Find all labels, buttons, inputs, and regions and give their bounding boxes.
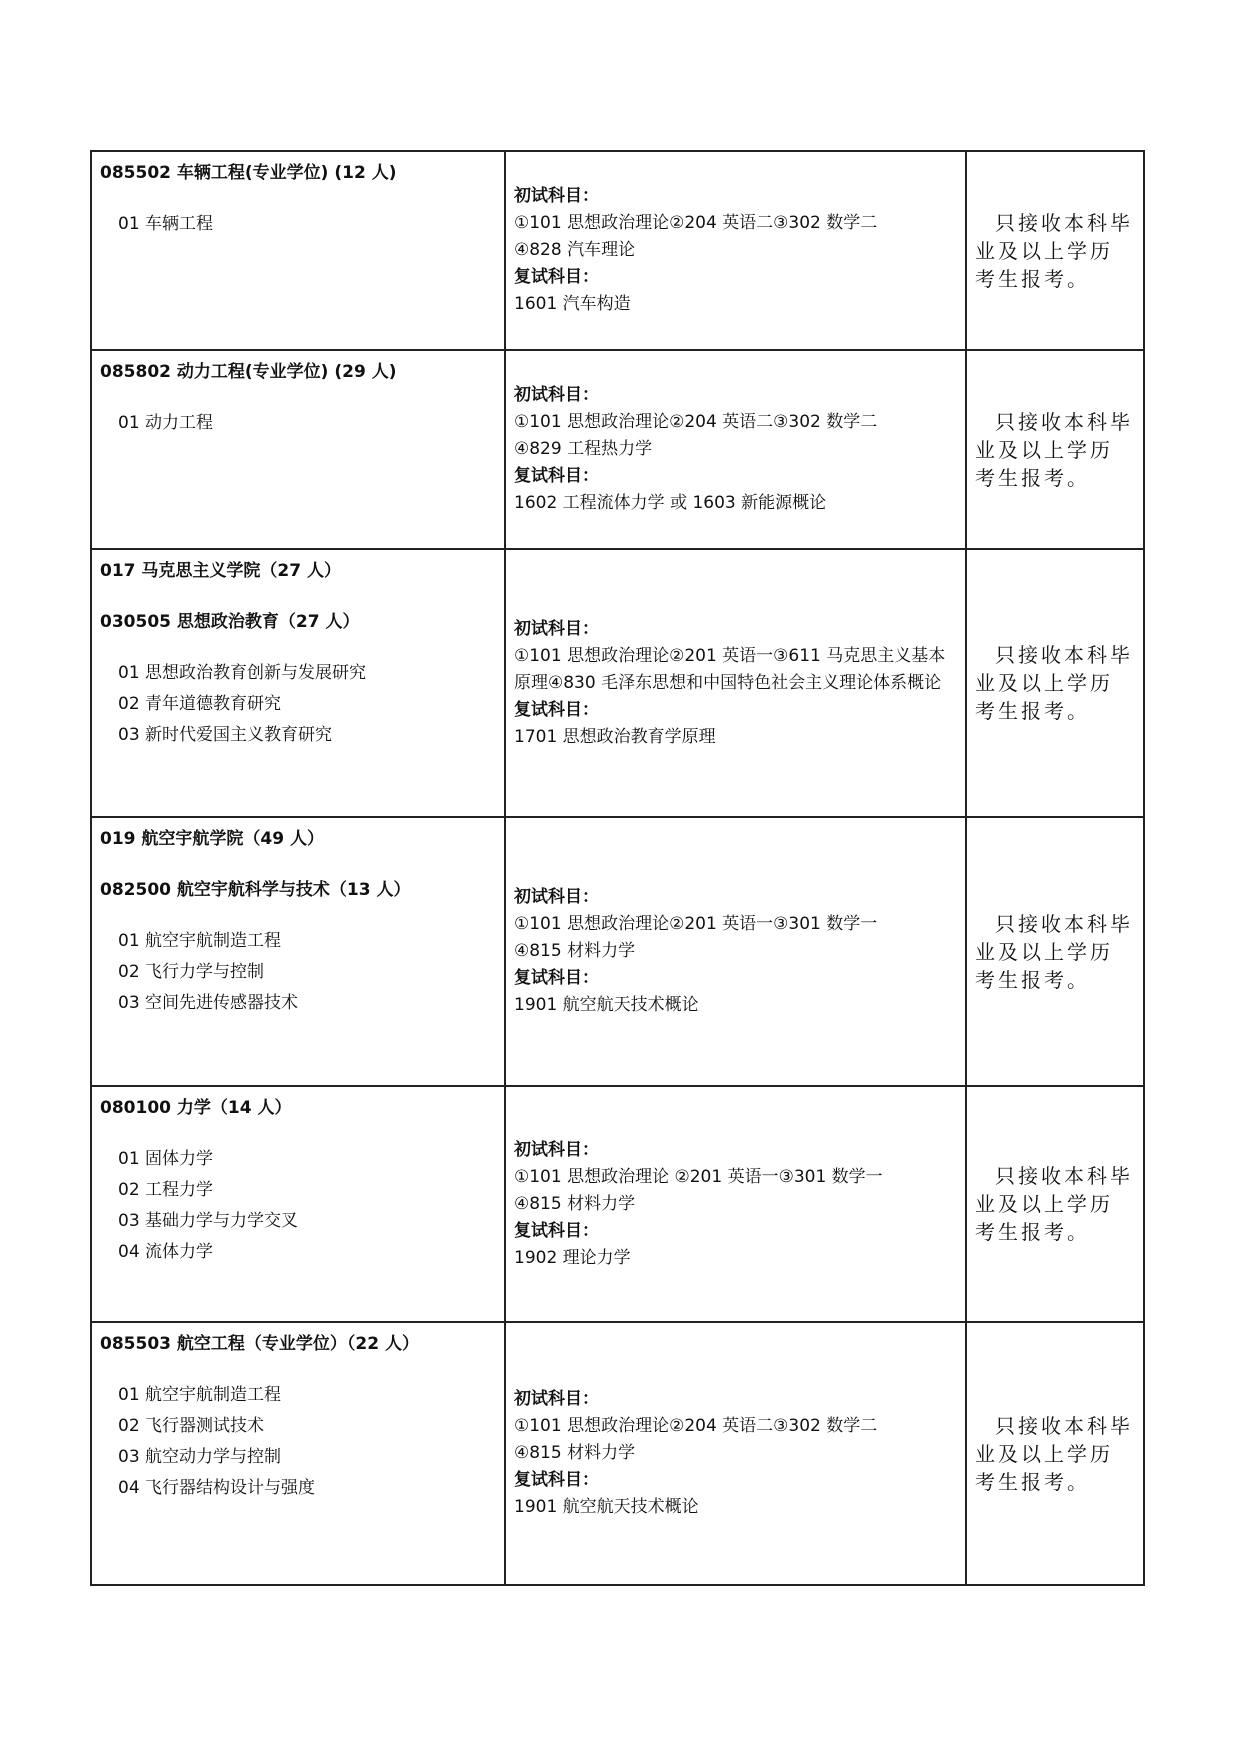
exam-subjects-cell <box>505 151 966 350</box>
subject-heading: 复试科目： <box>514 1470 599 1490</box>
subject-line: 1901 航空航天技术概论 <box>514 995 699 1015</box>
subject-line: ①101 思想政治理论②204 英语二③302 数学二 <box>514 1416 878 1436</box>
subject-line: ①101 思想政治理论 ②201 英语一③301 数学一 <box>514 1166 883 1187</box>
subject-line: ①101 思想政治理论②204 英语二③302 数学二 <box>514 213 878 233</box>
program-cell <box>91 817 505 1086</box>
research-direction: 02 飞行器测试技术 <box>118 1416 265 1436</box>
subject-heading: 初试科目： <box>514 887 599 907</box>
table-row <box>91 350 1144 549</box>
research-direction: 03 新时代爱国主义教育研究 <box>118 725 333 745</box>
remarks-cell <box>966 1086 1144 1322</box>
subject-heading: 初试科目： <box>514 385 599 405</box>
research-direction: 01 航空宇航制造工程 <box>118 931 282 951</box>
program-cell <box>91 1322 505 1585</box>
exam-subjects-cell <box>505 1086 966 1322</box>
research-direction: 01 动力工程 <box>118 413 214 433</box>
subject-heading: 复试科目： <box>514 699 599 720</box>
table-row <box>91 1322 1144 1585</box>
spacer <box>100 855 496 875</box>
program-heading: 080100 力学（14 人） <box>100 1098 292 1118</box>
program-cell <box>91 151 505 350</box>
spacer <box>100 1360 496 1380</box>
subject-line: 1902 理论力学 <box>514 1247 631 1268</box>
subject-heading: 复试科目： <box>514 466 599 486</box>
research-direction: 02 飞行力学与控制 <box>118 962 265 982</box>
subject-heading: 复试科目： <box>514 968 599 988</box>
subject-line: 1602 工程流体力学 或 1603 新能源概论 <box>514 493 827 513</box>
table-row <box>91 151 1144 350</box>
exam-subjects-cell <box>505 350 966 549</box>
remarks-cell <box>966 549 1144 817</box>
exam-subjects-cell <box>505 549 966 817</box>
research-direction: 03 基础力学与力学交叉 <box>118 1211 299 1231</box>
subject-line: ④828 汽车理论 <box>514 240 636 260</box>
table-row <box>91 817 1144 1086</box>
program-heading: 030505 思想政治教育（27 人） <box>100 612 360 632</box>
remark-text: 只接收本科毕业及以上学历考生报考。 <box>975 210 1133 291</box>
spacer <box>100 1124 496 1144</box>
research-direction: 01 思想政治教育创新与发展研究 <box>118 663 367 683</box>
remark-text: 只接收本科毕业及以上学历考生报考。 <box>975 643 1133 723</box>
research-direction: 04 飞行器结构设计与强度 <box>118 1478 316 1498</box>
remark-text: 只接收本科毕业及以上学历考生报考。 <box>975 911 1133 992</box>
subject-line: 1901 航空航天技术概论 <box>514 1497 699 1517</box>
remark-text: 只接收本科毕业及以上学历考生报考。 <box>975 1413 1133 1494</box>
table-row <box>91 1086 1144 1322</box>
spacer <box>100 638 496 658</box>
program-cell <box>91 350 505 549</box>
program-heading: 017 马克思主义学院（27 人） <box>100 561 341 581</box>
subject-line: ①101 思想政治理论②201 英语一③301 数学一 <box>514 914 878 934</box>
subject-heading: 复试科目： <box>514 267 599 287</box>
research-direction: 01 固体力学 <box>118 1149 214 1169</box>
research-direction: 01 车辆工程 <box>118 214 214 234</box>
remark-text: 只接收本科毕业及以上学历考生报考。 <box>975 409 1133 490</box>
remarks-cell <box>966 1322 1144 1585</box>
remarks-cell <box>966 151 1144 350</box>
table-row <box>91 549 1144 817</box>
subject-line: ④815 材料力学 <box>514 1193 636 1214</box>
admissions-table <box>90 150 1145 1586</box>
research-direction: 04 流体力学 <box>118 1242 214 1262</box>
research-direction: 01 航空宇航制造工程 <box>118 1385 282 1405</box>
program-cell <box>91 1086 505 1322</box>
research-direction: 03 空间先进传感器技术 <box>118 993 299 1013</box>
subject-heading: 初试科目： <box>514 618 599 639</box>
research-direction: 02 工程力学 <box>118 1180 214 1200</box>
subject-line: ④829 工程热力学 <box>514 439 653 459</box>
spacer <box>100 189 496 209</box>
program-heading: 082500 航空宇航科学与技术（13 人） <box>100 880 411 900</box>
spacer <box>100 906 496 926</box>
program-heading: 019 航空宇航学院（49 人） <box>100 829 324 849</box>
subject-line: ①101 思想政治理论②204 英语二③302 数学二 <box>514 412 878 432</box>
program-heading: 085802 动力工程(专业学位) (29 人) <box>100 362 397 382</box>
remarks-cell <box>966 350 1144 549</box>
exam-subjects-cell <box>505 817 966 1086</box>
exam-subjects-cell <box>505 1322 966 1585</box>
program-heading: 085502 车辆工程(专业学位) (12 人) <box>100 163 397 183</box>
table-body <box>91 151 1144 1585</box>
remarks-cell <box>966 817 1144 1086</box>
spacer <box>100 388 496 408</box>
subject-heading: 复试科目： <box>514 1220 599 1241</box>
spacer <box>100 587 496 607</box>
subject-line: 1601 汽车构造 <box>514 294 631 314</box>
program-heading: 085503 航空工程（专业学位）（22 人） <box>100 1334 419 1354</box>
subject-heading: 初试科目： <box>514 186 599 206</box>
program-cell <box>91 549 505 817</box>
subject-line: 1701 思想政治教育学原理 <box>514 726 716 747</box>
subject-heading: 初试科目： <box>514 1389 599 1409</box>
research-direction: 03 航空动力学与控制 <box>118 1447 282 1467</box>
subject-line: ④815 材料力学 <box>514 941 636 961</box>
subject-line: ④815 材料力学 <box>514 1443 636 1463</box>
research-direction: 02 青年道德教育研究 <box>118 694 282 714</box>
subject-heading: 初试科目： <box>514 1139 599 1160</box>
subject-line: ①101 思想政治理论②201 英语一③611 马克思主义基本原理④830 毛泽东思想和中国特色社会主义理论体系概论 <box>514 645 946 693</box>
remark-text: 只接收本科毕业及以上学历考生报考。 <box>975 1164 1133 1244</box>
